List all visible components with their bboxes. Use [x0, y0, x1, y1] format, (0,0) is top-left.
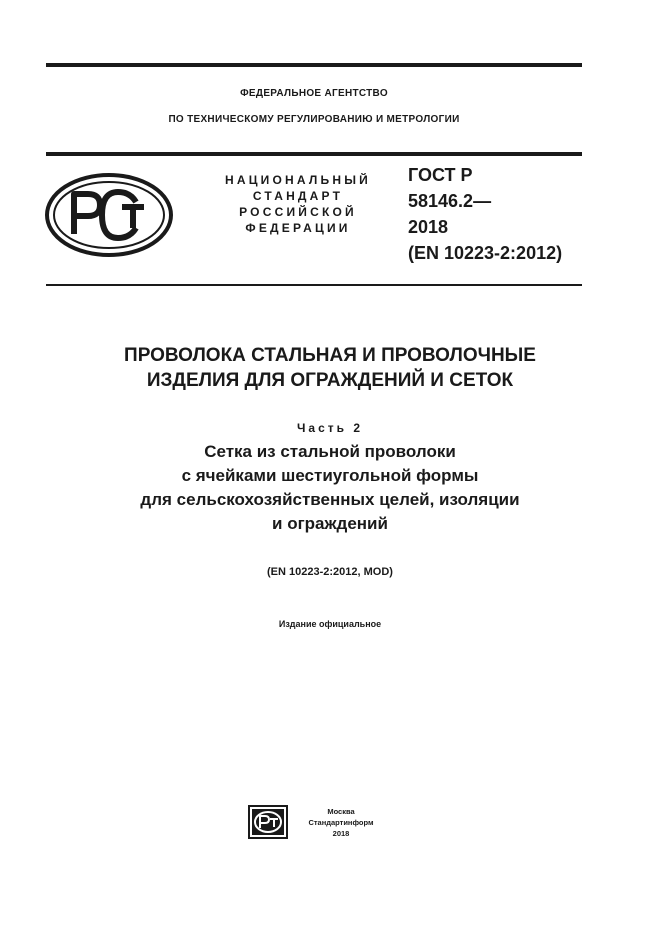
designation-line3: 2018: [408, 217, 449, 237]
part-title-line3: для сельскохозяйственных целей, изоляции: [140, 490, 520, 509]
national-standard-line2: СТАНДАРТ: [252, 189, 344, 203]
title-line1: ПРОВОЛОКА СТАЛЬНАЯ И ПРОВОЛОЧНЫЕ: [124, 345, 536, 366]
part-title-line1: Сетка из стальной проволоки: [204, 442, 456, 461]
agency-name-line2: ПО ТЕХНИЧЕСКОМУ РЕГУЛИРОВАНИЮ И МЕТРОЛОГИИ: [168, 114, 460, 125]
rst-certification-mark-icon: [44, 172, 174, 258]
designation-line1: ГОСТ Р: [408, 165, 473, 185]
national-standard-line3: РОССИЙСКОЙ: [239, 205, 357, 219]
agency-name-line1: ФЕДЕРАЛЬНОЕ АГЕНТСТВО: [240, 88, 388, 99]
en-reference: (EN 10223-2:2012, MOD): [267, 566, 393, 578]
designation-line4: (EN 10223-2:2012): [408, 243, 563, 263]
document-title: [30, 343, 630, 393]
publisher-city: Москва: [327, 807, 355, 816]
publisher-year: 2018: [332, 829, 350, 838]
publisher-imprint: [296, 806, 386, 839]
part-number: Часть 2: [296, 421, 364, 435]
standartinform-logo-icon: [248, 805, 288, 839]
top-rule: [46, 63, 582, 67]
title-line2: ИЗДЕЛИЯ ДЛЯ ОГРАЖДЕНИЙ И СЕТОК: [146, 370, 514, 391]
edition-note: Издание официальное: [278, 619, 382, 629]
national-standard-label: [200, 172, 396, 236]
bottom-rule: [46, 284, 582, 286]
national-standard-line4: ФЕДЕРАЦИИ: [245, 221, 351, 235]
middle-rule: [46, 152, 582, 156]
designation-line2: 58146.2—: [408, 191, 492, 211]
part-title: [30, 440, 630, 536]
national-standard-line1: НАЦИОНАЛЬНЫЙ: [224, 173, 372, 187]
part-title-line4: и ограждений: [272, 514, 388, 533]
publisher-name: Стандартинформ: [308, 818, 374, 827]
standard-designation: [408, 162, 588, 266]
part-title-line2: с ячейками шестиугольной формы: [181, 466, 479, 485]
